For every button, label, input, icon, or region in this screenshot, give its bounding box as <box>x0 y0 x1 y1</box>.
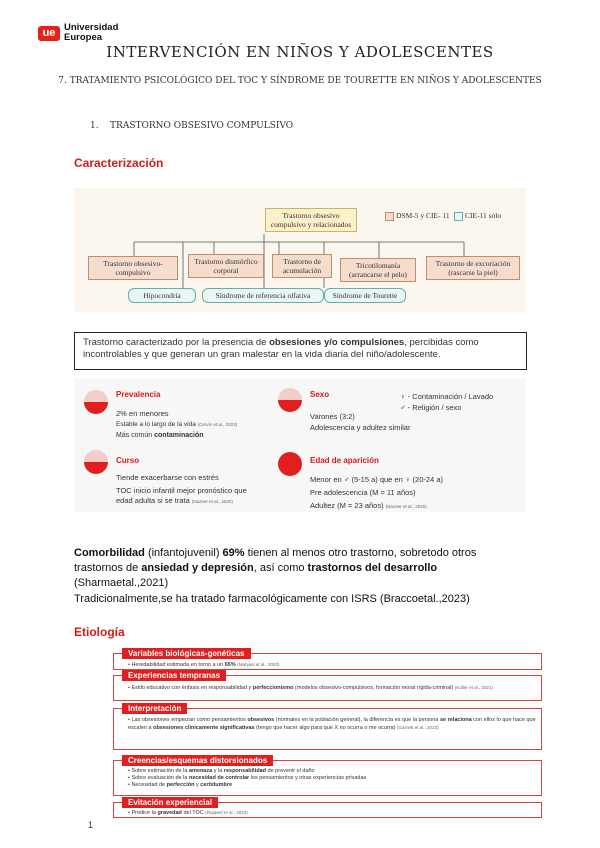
sexo-title: Sexo <box>310 390 330 399</box>
factor-interpretacion-cite: (Garnett et al., 2023) <box>397 725 439 730</box>
epidemiology-panel <box>74 378 526 512</box>
creencias-l1-post: de prevenir el daño <box>266 768 315 774</box>
factor-biologicas <box>113 649 542 670</box>
factor-experiencias-text-post: (modelos obsesivo-compulsivos, formación moral rígida-criminal) <box>293 685 454 691</box>
definition-text-bold: obsesiones y/o compulsiones <box>269 337 405 348</box>
caracterizacion-heading: Caracterización <box>74 156 164 170</box>
prevalencia-line-1: 2% en menores <box>116 409 169 418</box>
legend-label-cie: CIE-11 sólo <box>465 211 502 220</box>
factor-evitacion-text <box>128 809 538 817</box>
curso-title: Curso <box>116 456 140 465</box>
document-title: INTERVENCIÓN EN NIÑOS Y ADOLESCENTES <box>106 43 494 61</box>
factor-interpretacion-text <box>128 717 538 732</box>
pharmacology-note: Tradicionalmente,se ha tratado farmacológicamente con ISRS (Braccoetal.,2023) <box>74 593 470 605</box>
factor-experiencias-cite: (Koller et al., 2021) <box>454 685 493 690</box>
prevalencia-citation: (Cervin et al., 2023) <box>197 422 238 427</box>
edad-citation: (Nazeer et al., 2020) <box>385 504 427 509</box>
factor-biologicas-bold: 65% <box>224 662 236 668</box>
creencias-l3-bold-2: certidumbre <box>200 782 233 788</box>
factor-evitacion-bold: gravedad <box>157 810 182 816</box>
factor-creencias-line-2 <box>128 775 538 782</box>
curso-citation: (Nazeer et al., 2020) <box>191 499 233 504</box>
creencias-l2-bold: necesidad de controlar <box>188 775 250 781</box>
comorbidity-line-1 <box>74 546 476 560</box>
edad-line-3 <box>310 500 427 512</box>
factor-interpretacion-bold-3: obsesiones clínicamente significativas <box>153 725 255 731</box>
factor-experiencias-text <box>128 684 538 692</box>
factor-evitacion-post: del TOC <box>181 810 204 816</box>
comorbidity-text-3: trastornos de <box>74 562 142 574</box>
factor-experiencias-bold: perfeccionismo <box>252 685 294 691</box>
prevalencia-line-2 <box>116 419 237 430</box>
factor-creencias-line-3 <box>128 782 538 789</box>
creencias-l3-bold: perfección <box>166 782 195 788</box>
curso-icon <box>84 450 108 474</box>
node-toc: Trastorno obsesivo-compulsivo <box>88 256 178 280</box>
factor-biologicas-text-pre: • Heredabilidad estimada en torno a un <box>128 662 225 668</box>
comorbidity-text-4: , así como <box>253 562 308 574</box>
page-number: 1 <box>88 820 94 830</box>
sexo-line-1: Varones (3:2) <box>310 412 355 421</box>
factor-biologicas-title: Variables biológicas-genéticas <box>122 648 251 659</box>
edad-line-3-text: Adultez (M = 23 años) <box>310 501 384 510</box>
creencias-l3-pre: • Necesidad de <box>128 782 167 788</box>
university-logo-text <box>64 23 118 43</box>
node-acumulacion: Trastorno de acumulación <box>272 254 332 278</box>
prevalencia-line-3 <box>116 430 204 441</box>
definition-box <box>74 332 527 370</box>
prevalencia-line-3-bold: contaminación <box>154 432 204 439</box>
etiologia-heading: Etiología <box>74 625 125 639</box>
curso-line-3 <box>116 495 233 507</box>
university-logo-mark: ue <box>38 26 60 41</box>
prevalencia-line-2-text: Estable a lo largo de la vida <box>116 421 196 428</box>
factor-experiencias <box>113 671 542 701</box>
comorbidity-development: trastornos del desarrollo <box>307 562 438 574</box>
curso-line-1: Tiende exacerbarse con estrés <box>116 473 219 482</box>
factor-interpretacion-title: Interpretación <box>122 703 187 714</box>
edad-icon <box>278 452 302 476</box>
comorbidity-text-1: (infantojuvenil) <box>144 547 223 559</box>
factor-evitacion-cite: (Ruppert et al., 2023) <box>205 810 248 815</box>
factor-experiencias-text-pre: • Estilo educativo con énfasis en responsabilidad y <box>128 685 253 691</box>
node-tourette: Síndrome de Tourette <box>324 288 406 303</box>
sexo-line-2: Adolescencia y adultez similar <box>310 423 411 432</box>
node-dismorfico: Trastorno dismórfico corporal <box>188 254 264 278</box>
definition-text-post: , percibidas como incontrolables y que generan un gran malestar en la vida diaria del niño/adolescente. <box>83 337 479 360</box>
factor-evitacion-title: Evitación experiencial <box>122 797 218 808</box>
comorbidity-percent: 69% <box>222 547 245 559</box>
classification-diagram <box>74 188 526 312</box>
factor-biologicas-cite: (Mahjani et al., 2020) <box>237 662 280 667</box>
node-hipocondria: Hipocondría <box>128 288 196 303</box>
creencias-l1-pre: • Sobre estimación de la <box>128 768 189 774</box>
etiologia-factors <box>113 648 542 818</box>
factor-creencias-text <box>128 768 538 789</box>
comorbidity-label: Comorbilidad <box>74 547 145 559</box>
creencias-l2-pre: • Sobre evaluación de la <box>128 775 189 781</box>
factor-interpretacion <box>113 704 542 750</box>
logo-line-2: Europea <box>64 32 103 43</box>
sexo-note-2: ♂ - Religión / sexo <box>400 403 462 412</box>
edad-line-2: Pre adolescencia (M = 11 años) <box>310 488 416 497</box>
factor-creencias-line-1 <box>128 768 538 775</box>
factor-biologicas-text <box>128 661 538 669</box>
sexo-note-1: ♀ - Contaminación / Lavado <box>400 392 494 401</box>
creencias-l2-post: los pensamientos y otras experiencias privadas <box>249 775 367 781</box>
definition-text-pre: Trastorno caracterizado por la presencia de <box>83 337 270 348</box>
factor-interpretacion-pre: • Las obsesiones empiezan como pensamientos <box>128 717 248 723</box>
legend-label-dsm: DSM-5 y CIE- 11 <box>396 211 450 220</box>
factor-interpretacion-bold: obsesivos <box>247 717 275 723</box>
factor-creencias <box>113 756 542 796</box>
legend-swatch-cie <box>454 212 463 221</box>
comorbidity-citation: (Sharmaetal.,2021) <box>74 577 169 589</box>
prevalencia-line-3-text: Más común <box>116 432 155 439</box>
node-referencia-olfativa: Síndrome de referencia olfativa <box>202 288 324 303</box>
creencias-l1-bold: amenaza <box>188 768 213 774</box>
section-title: TRASTORNO OBSESIVO COMPULSIVO <box>110 121 294 131</box>
factor-interpretacion-post-2: con ellos lo que hace que escalen a <box>128 717 536 731</box>
document-subtitle: 7. TRATAMIENTO PSICOLÓGICO DEL TOC Y SÍNDROME DE TOURETTE EN NIÑOS Y ADOLESCENTES <box>58 76 542 86</box>
creencias-l1-bold-2: responsabilidad <box>223 768 266 774</box>
node-tricotilomania: Tricotilomanía (arrancarse el pelo) <box>340 258 416 282</box>
section-heading <box>90 121 293 131</box>
legend-swatch-dsm <box>385 212 394 221</box>
curso-line-3-text: edad adulta si se trata <box>116 496 190 505</box>
factor-interpretacion-post: (normales en la población general), la diferencia es que la persona <box>274 717 440 723</box>
factor-experiencias-title: Experiencias tempranas <box>122 670 226 681</box>
factor-interpretacion-bold-2: se relaciona <box>439 717 472 723</box>
edad-line-1: Menor en ♂ (5-15 a) que en ♀ (20-24 a) <box>310 475 443 484</box>
edad-title: Edad de aparición <box>310 456 379 465</box>
node-excoriacion: Trastorno de excoriación (rascarse la piel) <box>426 256 520 280</box>
factor-evitacion <box>113 798 542 818</box>
logo-line-1: Universidad <box>64 22 119 33</box>
creencias-l1-mid: y la <box>212 768 224 774</box>
factor-interpretacion-post-3: (tengo que hacer algo para que X no ocurra o me ocurra) <box>254 725 396 731</box>
curso-line-2: TOC inicio infantil mejor pronóstico que <box>116 486 247 495</box>
factor-creencias-title: Creencias/esquemas distorsionados <box>122 755 273 766</box>
comorbidity-anxiety: ansiedad y depresión <box>141 562 254 574</box>
prevalencia-icon <box>84 390 108 414</box>
factor-evitacion-pre: • Predice la <box>128 810 158 816</box>
comorbidity-line-2 <box>74 561 437 575</box>
creencias-l3-mid: y <box>194 782 201 788</box>
section-number: 1. <box>90 121 99 131</box>
sexo-icon <box>278 388 302 412</box>
diagram-root-node: Trastorno obsesivo compulsivo y relacionados <box>265 208 357 232</box>
comorbidity-text-2: tienen al menos otro trastorno, sobretodo otros <box>244 547 477 559</box>
prevalencia-title: Prevalencia <box>116 390 161 399</box>
